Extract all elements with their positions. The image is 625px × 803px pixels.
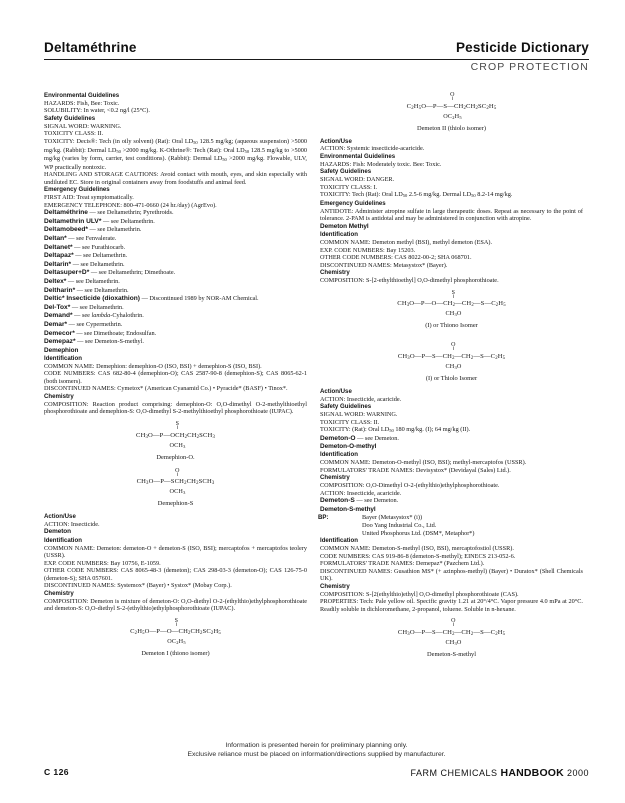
structure-caption: (I) or Thiono Isomer bbox=[425, 322, 478, 330]
dictionary-title: Pesticide Dictionary bbox=[455, 40, 589, 55]
structure-demephion-s bbox=[44, 468, 307, 510]
structure-bond: ‖ bbox=[176, 472, 179, 478]
brand-handbook: HANDBOOK bbox=[500, 767, 564, 779]
entry-deltamethrine: Deltaméthrine — see Deltamethrin; Pyrethroids. bbox=[44, 209, 174, 217]
structure-demephion-o bbox=[44, 421, 307, 463]
entry-demeton-o: Demeton-O — see Demeton. bbox=[320, 434, 399, 442]
heading-emergency-guidelines: Emergency Guidelines bbox=[44, 186, 110, 194]
demeton-other-code-numbers: OTHER CODE NUMBERS: CAS 8065-48-3 (demeton); CAS 298-03-3 (demeton-O); CAS 126-75-0 (demeton-S); SHA 057601. bbox=[44, 567, 307, 582]
demephion-common-name: COMMON NAME: Demephion: demephion-O (ISO, BSI) + demephion-S (ISO, BSI). bbox=[44, 362, 262, 370]
demeton-common-name: COMMON NAME: Demeton: demeton-O + demeton-S (ISO, BSI); mercaptofos + mercaptofos teolery (USSR). bbox=[44, 544, 307, 560]
signal-word-text: SIGNAL WORD: WARNING. bbox=[44, 122, 122, 130]
basic-producer-entry: United Phosphorus Ltd. (DSM*, Metaphor*) bbox=[362, 529, 475, 537]
structure-top-atom: O bbox=[450, 92, 455, 98]
structure-bond: ‖ bbox=[175, 622, 178, 628]
brand-prefix: FARM CHEMICALS bbox=[410, 768, 501, 778]
demeton-exp-code-numbers: EXP. CODE NUMBERS: Bay 10756, E-1059. bbox=[44, 559, 161, 567]
heading-safety-guidelines: Safety Guidelines bbox=[320, 168, 372, 176]
structure-caption: Demeton I (thiono isomer) bbox=[141, 650, 210, 658]
structure-bottom-group: $OCH_3$ bbox=[169, 441, 186, 449]
bp-label: BP: bbox=[318, 514, 329, 522]
heading-emergency-guidelines: Emergency Guidelines bbox=[320, 199, 386, 207]
disclaimer-line-2: Exclusive reliance must be placed on information/directions supplied by manufacturer. bbox=[187, 751, 446, 759]
demeton-s-methyl-properties: PROPERTIES: Tech: Pale yellow oil. Specific gravity 1.21 at 20°/4°C. Vapor pressure 4.0 mPa at 20°C. Readily soluble in dichloromethane, 2-propanol, toluene. Soluble in n-hexane. bbox=[320, 598, 583, 613]
entry-demecor: Demecor* — see Dimethoate; Endosulfan. bbox=[44, 329, 157, 337]
demephion-action: ACTION: Insecticide. bbox=[44, 520, 100, 528]
entry-deltic-insecticide: Deltic* Insecticide (dioxathion) — Discontinued 1989 by NOR-AM Chemical. bbox=[44, 295, 259, 303]
structure-top-atom: S bbox=[174, 617, 179, 624]
structure-caption: (I) or Thiolo Isomer bbox=[425, 374, 478, 382]
demeton-s-methyl-code-numbers: CODE NUMBERS: CAS 919-86-8 (demeton-S-methyl); EINECS 213-052-6. bbox=[320, 552, 516, 560]
demeton-toxicity-class: TOXICITY CLASS: I. bbox=[320, 183, 378, 191]
entry-deltanet: Deltanet* — see Furathiocarb. bbox=[44, 243, 126, 251]
basic-producer-entry: Doo Yang Industrial Co., Ltd. bbox=[362, 522, 437, 530]
demeton-antidote: ANTIDOTE: Administer atropine sulfate in large therapeutic doses. Repeat as necessary to the point of tolerance. 2-PAM is antidotal and may be administered in conjunction with atropine. bbox=[320, 207, 583, 223]
structure-bond: ‖ bbox=[452, 347, 455, 353]
header-divider bbox=[44, 59, 589, 60]
demeton-methyl-action: ACTION: Insecticide, acaricide. bbox=[320, 395, 402, 403]
demeton-methyl-toxicity-class: TOXICITY CLASS: II. bbox=[320, 418, 380, 426]
demeton-o-methyl-formulators: FORMULATORS' TRADE NAMES: Devisystox* (Devidayal (Sales) Ltd.). bbox=[320, 466, 511, 474]
structure-demeton-ii bbox=[320, 92, 583, 134]
heading-chemistry: Chemistry bbox=[44, 589, 74, 597]
structure-formula: $C_2H_5O—P—S—CH_2CH_2SC_2H_5$ bbox=[406, 102, 497, 111]
entry-deltharin: Deltharin* — see Deltamethrin. bbox=[44, 286, 129, 294]
structure-bond: ‖ bbox=[452, 294, 455, 300]
structure-top-atom: O bbox=[451, 618, 456, 625]
entry-deltapaz: Deltapaz* — see Deltamethrin. bbox=[44, 252, 128, 260]
demeton-composition: COMPOSITION: Demeton is mixture of demeton-O: O,O-diethyl O-2-(ethylthio)ethylphosphorothioate and demeton-S: O,O-diethyl S-2-(ethylthio)ethylphosphorothioate (IUPAC). bbox=[44, 597, 307, 613]
page-number: C 126 bbox=[44, 767, 69, 777]
structure-demeton-s-methyl bbox=[320, 618, 583, 660]
brand-year: 2000 bbox=[563, 768, 589, 778]
structure-formula: $CH_3O—P—O—CH_2—CH_2—S—C_2H_5$ bbox=[397, 300, 506, 309]
left-column bbox=[44, 92, 307, 663]
structure-bottom-group: $OC_2H_5$ bbox=[167, 638, 186, 646]
emergency-telephone-text: EMERGENCY TELEPHONE: 800-471-0660 (24 hr./day) (AgrEvo). bbox=[44, 201, 217, 209]
heading-action-use: Action/Use bbox=[44, 513, 76, 521]
demeton-s-methyl-discontinued-names: DISCONTINUED NAMES: Gusathion MS* (+ azinphos-methyl) (Bayer) • Duratox* (Shell Chemicals UK). bbox=[320, 567, 583, 583]
demephion-code-numbers: CODE NUMBERS: CAS 682-80-4 (demephion-O); CAS 2587-90-8 (demephion-S); CAS 8065-62-1 (both isomers). bbox=[44, 370, 307, 385]
toxicity-class-text: TOXICITY CLASS: II. bbox=[44, 130, 104, 138]
demephion-composition: COMPOSITION: Reaction product comprising: demephion-O: O,O-dimethyl O-2-methylthioethyl phosphorothioate and demephion-S: O,O-dimethyl S-2-methylthioethyl phosphorothioate (IUPAC). bbox=[44, 400, 307, 416]
demeton-signal-word: SIGNAL WORD: DANGER. bbox=[320, 176, 395, 184]
heading-safety-guidelines: Safety Guidelines bbox=[320, 403, 372, 411]
heading-identification: Identification bbox=[320, 537, 358, 545]
heading-identification: Identification bbox=[320, 451, 358, 459]
structure-bottom-group: $OCH_3$ bbox=[169, 488, 186, 496]
structure-demeton-i bbox=[44, 618, 307, 660]
heading-chemistry: Chemistry bbox=[320, 582, 350, 590]
demeton-toxicity: TOXICITY: Tech (Rat): Oral $LD_{50}$ 2.5-6 mg/kg. Dermal $LD_{50}$ 8.2-14 mg/kg. bbox=[320, 191, 513, 199]
structure-demeton-methyl-thiono bbox=[320, 290, 583, 332]
basic-producer-line: BP: Bayer (Metasystox* (i)) bbox=[318, 514, 423, 522]
first-aid-text: FIRST AID: Treat symptomatically. bbox=[44, 194, 134, 202]
demeton-o-methyl-common-name: COMMON NAME: Demeton-O-methyl (ISO, BSI); methyl-mercaptofos (USSR). bbox=[320, 459, 527, 467]
structure-formula: $CH_3O—P—SCH_2CH_2SCH_3$ bbox=[136, 478, 215, 487]
demeton-o-methyl-composition: COMPOSITION: O,O-Dimethyl O-2-(ethylthio)ethylphosphorothioate. bbox=[320, 482, 500, 490]
heading-identification: Identification bbox=[44, 354, 82, 362]
footer-bar bbox=[44, 767, 589, 781]
heading-chemistry: Chemistry bbox=[44, 393, 74, 401]
solubility-text: SOLUBILITY: In water, <0.2 ng/l (25°C). bbox=[44, 107, 150, 115]
hazards-text: HAZARDS: Fish, Bee: Toxic. bbox=[44, 99, 120, 107]
structure-bond: ‖ bbox=[451, 97, 454, 102]
demeton-action: ACTION: Systemic insecticide-acaricide. bbox=[320, 145, 425, 153]
demephion-discontinued-names: DISCONTINUED NAMES: Cymetox* (American Cyanamid Co.) • Pyracide* (BASF) • Tinox*. bbox=[44, 385, 288, 393]
demeton-methyl-exp-code-numbers: EXP. CODE NUMBERS: Bay 15203. bbox=[320, 246, 416, 254]
entry-deltasuper-d: Deltasuper+D* — see Deltamethrin; Dimethoate. bbox=[44, 269, 176, 277]
demeton-s-methyl-composition: COMPOSITION: S-[2(ethylthio)ethyl] O,O-dimethyl phosphorothioate (CAS). bbox=[320, 590, 519, 598]
page-title: Deltaméthrine bbox=[44, 40, 137, 55]
heading-action-use: Action/Use bbox=[320, 137, 352, 145]
structure-caption: Demephion-S bbox=[157, 500, 194, 508]
entry-deltamethrin-ulv: Deltamethrin ULV* — see Deltamethrin. bbox=[44, 217, 155, 225]
demeton-methyl-toxicity: TOXICITY: (Rat): Oral $LD_{50}$ 180 mg/kg. (I); 64 mg/kg (II). bbox=[320, 426, 471, 434]
toxicity-text: TOXICITY: Decis®: Tech (in oily solvent) (Rat): Oral $LD_{50}$ 128.5 mg/kg; (aqueous suspension) >5000 mg/kg. (Rabbit): Dermal $LD_{50} >2000$ mg/kg. K-Othrine®: Tech (Rat): Oral $LD_{50}$ 128.5 mg/kg to >5000 mg/kg (varies by form, carrier, test conditions). (Rabbit): Dermal $LD_{50} >2000$ mg/kg. Flowable, ULV, WP practically nontoxic. bbox=[44, 138, 308, 171]
entry-del-tox: Del-Tox* — see Deltamethrin. bbox=[44, 303, 124, 311]
demeton-methyl-composition: COMPOSITION: S-[2-ethylthioethyl] O,O-dimethyl phosphorothioate. bbox=[320, 277, 499, 285]
handling-storage-text: HANDLING AND STORAGE CAUTIONS: Avoid contact with mouth, eyes, and skin especially with undiluted EC. Store in original containers away from foodstuffs and animal feed. bbox=[44, 171, 307, 186]
structure-bottom-group: $CH_3O$ bbox=[445, 638, 462, 646]
publication-brand bbox=[411, 767, 589, 779]
entry-deltan: Deltan* — see Fenvalerate. bbox=[44, 235, 117, 243]
demeton-methyl-discontinued-names: DISCONTINUED NAMES: Metasystox* (Bayer). bbox=[320, 261, 448, 269]
heading-environmental-guidelines: Environmental Guidelines bbox=[44, 92, 120, 99]
heading-action-use: Action/Use bbox=[320, 387, 352, 395]
entry-demar: Demar* — see Cypermethrin. bbox=[44, 320, 123, 328]
entry-demephion-heading: Demephion bbox=[44, 346, 79, 354]
demeton-methyl-signal-word: SIGNAL WORD: WARNING. bbox=[320, 411, 398, 419]
entry-deltarin: Deltarin* — see Deltamethrin. bbox=[44, 260, 125, 268]
heading-identification: Identification bbox=[320, 231, 358, 239]
entry-demepaz: Demepaz* — see Demeton-S-methyl. bbox=[44, 338, 144, 346]
structure-top-atom: O bbox=[175, 467, 180, 474]
structure-formula: $CH_3O—P—S—CH_2—CH_2—S—C_2H_5$ bbox=[397, 352, 506, 361]
structure-formula: $CH_3O—P—OCH_2CH_2SCH_3$ bbox=[136, 431, 215, 440]
structure-formula: $C_2H_5O—P—O—CH_2CH_2SC_2H_5$ bbox=[130, 628, 221, 637]
structure-bond: ‖ bbox=[176, 426, 179, 432]
entry-demand: Demand* — see lambda-Cyhalothrin. bbox=[44, 312, 144, 320]
structure-bottom-group: $CH_3O$ bbox=[445, 310, 462, 318]
structure-bond: ‖ bbox=[452, 623, 455, 629]
entry-deltamobeed: Deltamobeed* — see Deltamethrin. bbox=[44, 226, 142, 234]
demeton-o-methyl-action: ACTION: Insecticide, acaricide. bbox=[320, 489, 402, 497]
heading-environmental-guidelines: Environmental Guidelines bbox=[320, 152, 396, 160]
entry-demeton-methyl-heading: Demeton Methyl bbox=[320, 222, 369, 230]
entry-demeton-s-methyl-heading: Demeton-S-methyl bbox=[320, 506, 376, 514]
entry-demeton-s: Demeton-S — see Demeton. bbox=[320, 497, 399, 505]
demeton-discontinued-names: DISCONTINUED NAMES: Systemox* (Bayer) • Systox* (Mobay Corp.). bbox=[44, 582, 232, 590]
demeton-s-methyl-common-name: COMMON NAME: Demeton-S-methyl (ISO, BSI), mercaptofostiol (USSR). bbox=[320, 545, 514, 553]
structure-top-atom: S bbox=[175, 421, 180, 428]
structure-bottom-group: $CH_3O$ bbox=[445, 362, 462, 370]
heading-chemistry: Chemistry bbox=[320, 474, 350, 482]
structure-bottom-group: $OC_2H_5$ bbox=[443, 112, 462, 120]
demeton-hazards: HAZARDS: Fish: Moderately toxic. Bee: Toxic. bbox=[320, 160, 442, 168]
demeton-methyl-other-code-numbers: OTHER CODE NUMBERS: CAS 8022-00-2; SHA 068701. bbox=[320, 254, 472, 262]
disclaimer-line-1: Information is presented herein for preliminary planning only. bbox=[225, 742, 408, 749]
demeton-s-methyl-formulators: FORMULATORS' TRADE NAMES: Demepaz* (Pazchem Ltd.). bbox=[320, 560, 485, 568]
structure-top-atom: S bbox=[451, 289, 456, 296]
structure-formula: $CH_3O—P—S—CH_2—CH_2—S—C_2H_5$ bbox=[397, 628, 506, 637]
demeton-methyl-common-name: COMMON NAME: Demeton methyl (BSI), methyl demeton (ESA). bbox=[320, 239, 493, 247]
structure-caption: Demeton II (thiolo isomer) bbox=[416, 124, 487, 132]
entry-deltex: Deltex* — see Deltamethrin. bbox=[44, 277, 120, 285]
entry-demeton-o-methyl-heading: Demeton-O-methyl bbox=[320, 443, 377, 451]
entry-demeton-heading: Demeton bbox=[44, 528, 71, 536]
heading-safety-guidelines: Safety Guidelines bbox=[44, 115, 96, 122]
heading-identification: Identification bbox=[44, 536, 82, 544]
structure-caption: Demephion-O. bbox=[156, 453, 195, 461]
right-column bbox=[320, 92, 583, 664]
structure-top-atom: O bbox=[451, 342, 456, 349]
heading-chemistry: Chemistry bbox=[320, 269, 350, 277]
section-subtitle: CROP PROTECTION bbox=[470, 61, 589, 73]
page-masthead bbox=[44, 40, 589, 80]
footer-disclaimer bbox=[44, 741, 589, 759]
structure-caption: Demeton-S-methyl bbox=[427, 650, 476, 658]
structure-demeton-methyl-thiolo bbox=[320, 342, 583, 384]
